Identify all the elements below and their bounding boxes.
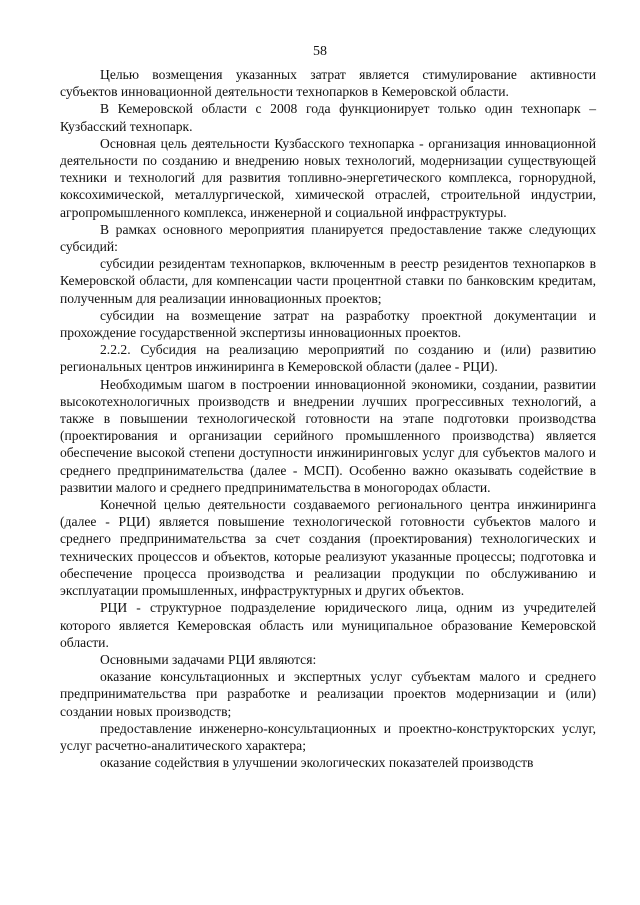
paragraph-4: В рамках основного мероприятия планируется предоставление также следующих субсидий:	[60, 221, 596, 255]
paragraph-13: предоставление инженерно-консультационных и проектно-конструкторских услуг, услуг расчетно-аналитического характера;	[60, 720, 596, 753]
paragraph-9: Конечной целью деятельности создаваемого регионального центра инжиниринга (далее - РЦИ) является повышение технологической готовности субъектов малого и среднего предпринимательства за счет создания (проектирования) технологических и технических процессов и объектов, которые реализуют указанные процессы; подготовка и обеспечение процесса производства и реализации продукции по обслуживанию и эксплуатации промышленных, инфраструктурных и других объектов.	[60, 497, 596, 599]
section-heading-2-2-2: 2.2.2. Субсидия на реализацию мероприятий по созданию и (или) развитию региональных центров инжиниринга в Кемеровской области (далее - РЦИ).	[60, 342, 596, 375]
paragraph-1: Целью возмещения указанных затрат является стимулирование активности субъектов инновационной деятельности технопарков в Кемеровской области.	[60, 67, 596, 100]
paragraph-6: субсидии на возмещение затрат на разработку проектной документации и прохождение государственной экспертизы инновационных проектов.	[60, 307, 596, 341]
paragraph-11: Основными задачами РЦИ являются:	[100, 651, 317, 667]
paragraph-12: оказание консультационных и экспертных услуг субъектам малого и среднего предпринимательства при разработке и реализации проектов модернизации и (или) создании новых производств;	[60, 669, 596, 719]
document-body	[60, 66, 596, 771]
paragraph-3: Основная цель деятельности Кузбасского технопарка - организация инновационной деятельности по созданию и внедрению новых технологий, модернизации существующей техники и технологий для развития топливно-энергетического комплекса, горнорудной, коксохимической, металлургической, химической отраслей, строительной индустрии, агропромышленного комплекса, инженерной и социальной инфраструктуры.	[60, 135, 596, 220]
paragraph-14: оказание содействия в улучшении экологических показателей производств	[100, 755, 534, 771]
paragraph-2: В Кемеровской области с 2008 года функционирует только один технопарк – Кузбасский технопарк.	[60, 101, 596, 134]
paragraph-10: РЦИ - структурное подразделение юридического лица, одним из учредителей которого является Кемеровская область или муниципальное образование Кемеровской области.	[60, 600, 596, 650]
paragraph-5: субсидии резидентам технопарков, включенным в реестр резидентов технопарков в Кемеровской области, для компенсации части процентной ставки по банковским кредитам, полученным для реализации инновационных проектов;	[60, 256, 596, 306]
paragraph-8: Необходимым шагом в построении инновационной экономики, создании, развитии высокотехнологичных производств и внедрении лучших прогрессивных технологий, а также в повышении технологической готовности на этапе подготовки производства (проектирования и организации серийного промышленного производства) является обеспечение высокой степени доступности инжиниринговых услуг для субъектов малого и среднего предпринимательства (далее - МСП). Особенно важно оказывать содействие в развитии малого и среднего предпринимательства в моногородах области.	[60, 376, 596, 495]
page-number: 58	[313, 44, 327, 59]
